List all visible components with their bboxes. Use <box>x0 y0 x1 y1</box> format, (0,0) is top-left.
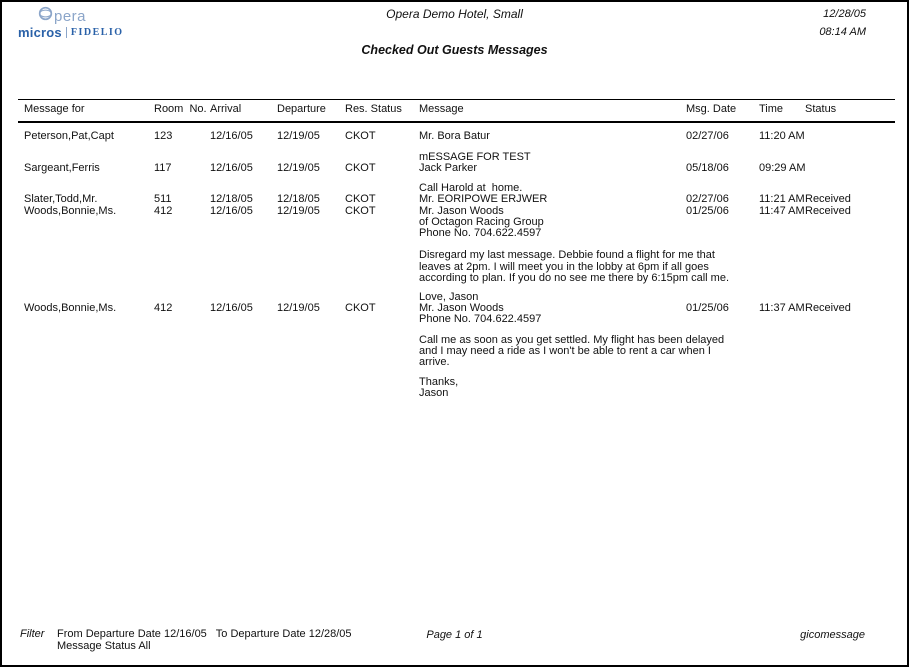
cell-time: 11:37 AM <box>759 302 805 314</box>
cell-message-line: Thanks, <box>419 376 459 388</box>
cell-message-for: Sargeant,Ferris <box>24 162 100 174</box>
col-room-no: Room No. <box>154 103 207 115</box>
cell-arrival: 12/16/05 <box>210 205 253 217</box>
cell-msg-date: 01/25/06 <box>686 302 729 314</box>
cell-message-for: Slater,Todd,Mr. <box>24 193 98 205</box>
print-date: 12/28/05 <box>823 8 866 20</box>
cell-departure: 12/19/05 <box>277 205 320 217</box>
cell-message-line: leaves at 2pm. I will meet you in the lobby at 6pm if all goes <box>419 261 709 273</box>
report-title: Checked Out Guests Messages <box>361 43 548 57</box>
logo-divider-line <box>66 27 67 38</box>
cell-res-status: CKOT <box>345 302 376 314</box>
cell-message-line: Phone No. 704.622.4597 <box>419 313 542 325</box>
cell-departure: 12/19/05 <box>277 130 320 142</box>
cell-status: Received <box>805 193 851 205</box>
cell-status: Received <box>805 205 851 217</box>
cell-room: 123 <box>154 130 173 142</box>
cell-message-for: Woods,Bonnie,Ms. <box>24 205 117 217</box>
print-time: 08:14 AM <box>819 26 866 38</box>
cell-message-line: arrive. <box>419 356 450 368</box>
cell-room: 117 <box>154 162 172 174</box>
cell-message-for: Peterson,Pat,Capt <box>24 130 114 142</box>
cell-time: 09:29 AM <box>759 162 806 174</box>
cell-res-status: CKOT <box>345 130 376 142</box>
cell-message-line: Call me as soon as you get settled. My flight has been delayed <box>419 334 725 346</box>
page-info: Page 1 of 1 <box>426 629 483 641</box>
cell-arrival: 12/16/05 <box>210 302 253 314</box>
hotel-name: Opera Demo Hotel, Small <box>386 7 523 21</box>
col-status: Status <box>805 103 837 115</box>
micros-fidelio-logo <box>18 25 124 40</box>
cell-message-line: Mr. Bora Batur <box>419 130 490 142</box>
cell-message-line: Call Harold at home. <box>419 182 523 194</box>
cell-message-line: Love, Jason <box>419 291 479 303</box>
cell-res-status: CKOT <box>345 205 376 217</box>
cell-msg-date: 05/18/06 <box>686 162 729 174</box>
cell-departure: 12/19/05 <box>277 302 320 314</box>
cell-time: 11:20 AM <box>759 130 805 142</box>
cell-message-line: mESSAGE FOR TEST <box>419 151 531 163</box>
cell-msg-date: 01/25/06 <box>686 205 729 217</box>
cell-message-line: Jason <box>419 387 449 399</box>
col-res-status: Res. Status <box>345 103 402 115</box>
cell-message-line: according to plan. If you do no see me there by 6:15pm call me. <box>419 272 730 284</box>
cell-arrival: 12/18/05 <box>210 193 253 205</box>
filter-label: Filter <box>20 628 45 640</box>
cell-departure: 12/18/05 <box>277 193 320 205</box>
cell-room: 511 <box>154 193 172 205</box>
cell-message-line: Mr. EORIPOWE ERJWER <box>419 193 548 205</box>
col-arrival: Arrival <box>210 103 242 115</box>
cell-arrival: 12/16/05 <box>210 162 253 174</box>
cell-msg-date: 02/27/06 <box>686 130 729 142</box>
col-message-for: Message for <box>24 103 85 115</box>
cell-departure: 12/19/05 <box>277 162 320 174</box>
cell-message-line: and I may need a ride as I won't be able to rent a car when I <box>419 345 711 357</box>
col-message: Message <box>419 103 464 115</box>
cell-res-status: CKOT <box>345 162 376 174</box>
cell-message-line: of Octagon Racing Group <box>419 216 544 228</box>
cell-msg-date: 02/27/06 <box>686 193 729 205</box>
filter-departure-range: From Departure Date 12/16/05 To Departure Date 12/28/05 <box>57 628 352 640</box>
cell-time: 11:21 AM <box>759 193 805 205</box>
micros-wordmark: micros <box>18 25 62 40</box>
cell-message-line: Mr. Jason Woods <box>419 205 504 217</box>
opera-wordmark: pera <box>54 7 87 25</box>
report-code: gicomessage <box>800 629 865 641</box>
table-top-rule <box>18 99 895 100</box>
fidelio-wordmark: FIDELIO <box>70 27 124 38</box>
cell-message-line: Disregard my last message. Debbie found a flight for me that <box>419 249 715 261</box>
filter-message-status: Message Status All <box>57 640 151 652</box>
cell-message-line: Phone No. 704.622.4597 <box>419 227 542 239</box>
cell-room: 412 <box>154 302 173 314</box>
table-header-rule <box>18 121 895 123</box>
cell-status: Received <box>805 302 851 314</box>
col-time: Time <box>759 103 784 115</box>
cell-time: 11:47 AM <box>759 205 805 217</box>
cell-message-line: Jack Parker <box>419 162 478 174</box>
col-departure: Departure <box>277 103 326 115</box>
cell-message-line: Mr. Jason Woods <box>419 302 504 314</box>
cell-message-for: Woods,Bonnie,Ms. <box>24 302 117 314</box>
cell-arrival: 12/16/05 <box>210 130 253 142</box>
col-msg-date: Msg. Date <box>686 103 737 115</box>
cell-room: 412 <box>154 205 173 217</box>
cell-res-status: CKOT <box>345 193 376 205</box>
